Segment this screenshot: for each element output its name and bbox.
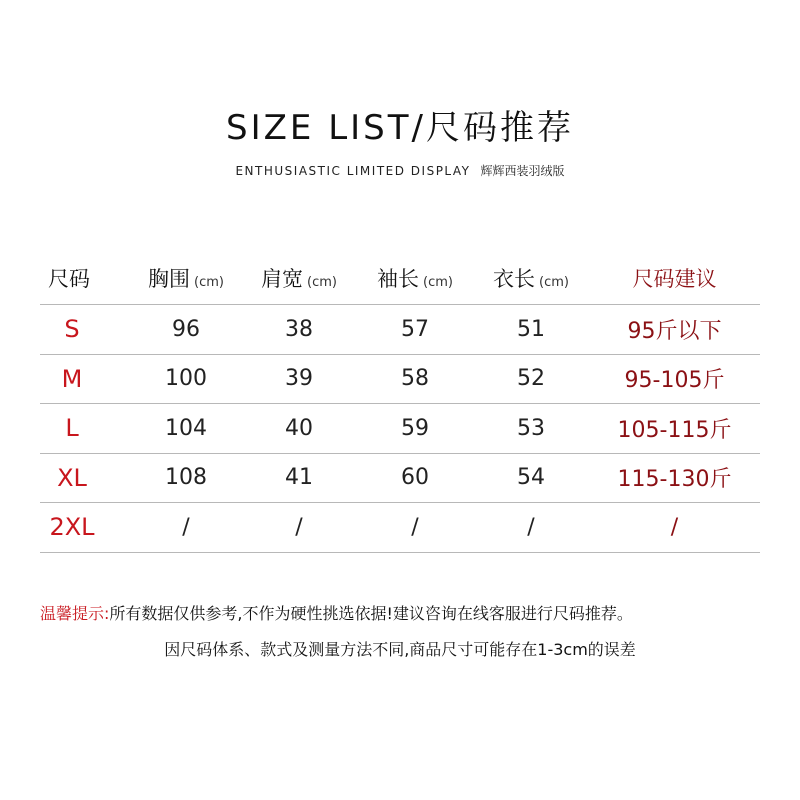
table-row	[40, 305, 760, 355]
chest-cell: 100	[165, 366, 207, 392]
chest-cell: 108	[165, 465, 207, 491]
page-title: SIZE LIST/尺码推荐	[226, 108, 574, 148]
size-cell: L	[65, 414, 79, 443]
subtitle	[0, 162, 800, 179]
shoulder-cell: 40	[285, 415, 313, 441]
chest-cell: 96	[172, 316, 200, 342]
size-cell: S	[64, 315, 80, 344]
length-cell: 54	[517, 465, 545, 491]
header-shoulder: 肩宽 (cm)	[261, 267, 337, 291]
notice-text-1: 所有数据仅供参考,不作为硬性挑选依据!建议咨询在线客服进行尺码推荐。	[109, 604, 633, 623]
chest-cell: /	[182, 514, 190, 540]
header-sleeve: 袖长 (cm)	[377, 267, 453, 291]
advice-cell: 95-105斤	[624, 368, 725, 394]
advice-cell: 95斤以下	[627, 318, 722, 344]
header-chest: 胸围 (cm)	[148, 267, 224, 291]
length-cell: 53	[517, 415, 545, 441]
shoulder-cell: 38	[285, 316, 313, 342]
size-cell: XL	[57, 463, 87, 492]
header-size: 尺码	[48, 267, 90, 291]
size-cell: M	[61, 364, 83, 393]
size-table	[40, 252, 760, 553]
size-cell: 2XL	[49, 513, 95, 542]
table-header-row	[40, 252, 760, 305]
advice-cell: 115-130斤	[617, 467, 732, 493]
advice-cell: /	[670, 514, 679, 540]
sleeve-cell: 57	[401, 316, 429, 342]
table-row	[40, 355, 760, 405]
notice-text-2: 因尺码体系、款式及测量方法不同,商品尺寸可能存在1-3cm的误差	[164, 640, 636, 659]
header-advice: 尺码建议	[632, 267, 717, 291]
length-cell: /	[527, 514, 535, 540]
table-row	[40, 503, 760, 553]
shoulder-cell: /	[295, 514, 303, 540]
shoulder-cell: 39	[285, 366, 313, 392]
advice-cell: 105-115斤	[617, 417, 732, 443]
table-row	[40, 404, 760, 454]
sleeve-cell: 59	[401, 415, 429, 441]
table-row	[40, 454, 760, 504]
sleeve-cell: /	[411, 514, 419, 540]
sleeve-cell: 58	[401, 366, 429, 392]
notice-line-1	[40, 601, 780, 624]
length-cell: 52	[517, 366, 545, 392]
subtitle-cn: 辉辉西装羽绒版	[480, 164, 565, 178]
sleeve-cell: 60	[401, 465, 429, 491]
shoulder-cell: 41	[285, 465, 313, 491]
length-cell: 51	[517, 316, 545, 342]
notice-label: 温馨提示:	[40, 604, 110, 623]
header-length: 衣长 (cm)	[493, 267, 569, 291]
subtitle-en: ENTHUSIASTIC LIMITED DISPLAY	[235, 164, 471, 178]
chest-cell: 104	[165, 415, 207, 441]
